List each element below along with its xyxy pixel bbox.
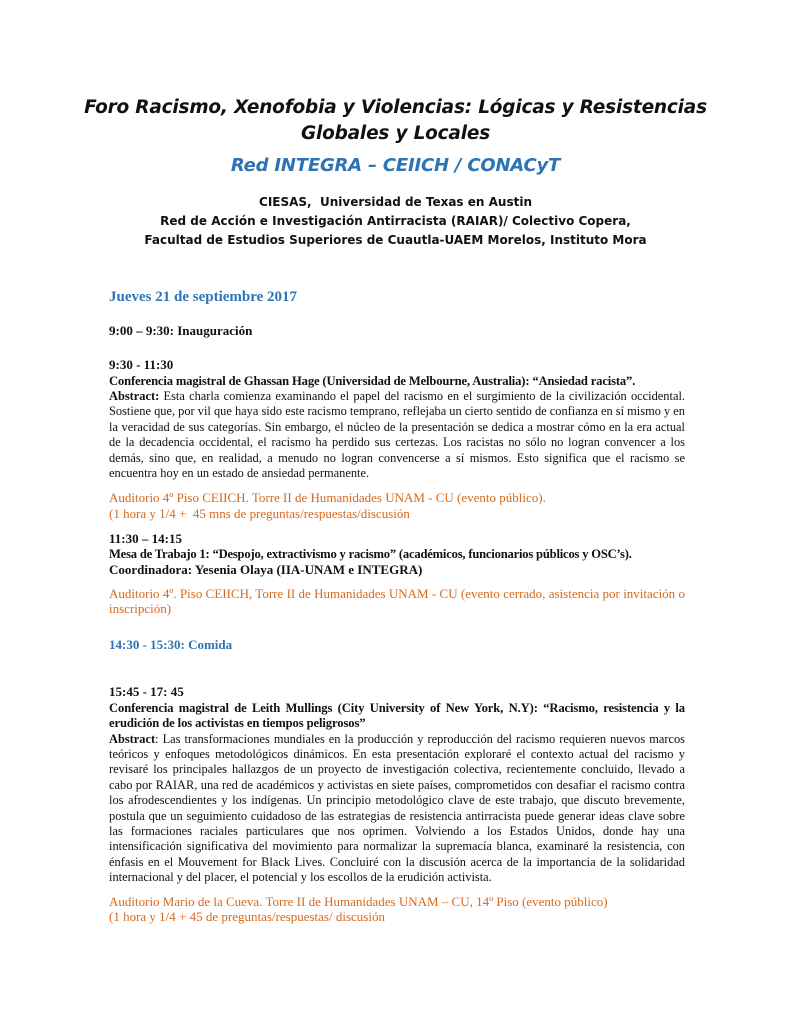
duration-line: (1 hora y 1/4 + 45 de preguntas/respuestas/ discusión: [109, 909, 385, 925]
venue-line: Auditorio 4º. Piso CEIICH, Torre II de Humanidades UNAM - CU (evento cerrado, asistencia por invitación o inscripción): [109, 585, 685, 616]
organizers: [80, 193, 711, 250]
network-subtitle: Red INTEGRA – CEIICH / CONACyT: [230, 155, 561, 176]
session-abstract: [109, 732, 685, 886]
session-inauguration: [109, 323, 685, 339]
session-time: 15:45 - 17: 45: [109, 684, 184, 699]
session-heading: Conferencia magistral de Ghassan Hage (Universidad de Melbourne, Australia): “Ansiedad racista”.: [109, 373, 636, 388]
abstract-text: Esta charla comienza examinando el papel del racismo en el surgimiento de la civilización occidental. Sostiene que, por vil que haya sido este racismo temprano, reflejaba un cierto sentido de confianza en sí mismo y en la veracidad de sus categorías. Sin embargo, el núcleo de la presentación se dedica a mostrar cómo en la era actual de la decadencia occidental, el racismo ha perdido sus certezas. Los racistas no sólo no logran convencer a los demás, sino que, en realidad, a menudo no logran convencerse a sí mismos. Esto significa que el racismo se encuentra hoy en un estado de ansiedad permanente.: [109, 389, 685, 481]
session-time: 14:30 - 15:30: Comida: [109, 637, 233, 652]
session-hage: [109, 357, 685, 521]
abstract-text: : Las transformaciones mundiales en la producción y reproducción del racismo requieren nuevos marcos teóricos y enfoques metodológicos dinámicos. En esta presentación exploraré el contexto actual del racismo y revisaré los principales hallazgos de un proyecto de investigación colectiva, recientemente concluido, llevado a cabo por RAIAR, una red de académicos y activistas en siete países, comprometidos con desafiar el racismo contra los afrodescendientes y los indígenas. Un principio metodológico clave de este trabajo, que discuto brevemente, postula que un seguimiento cuidadoso de las estrategias de resistencia antirracista puede generar ideas clave sobre las formaciones raciales particulares que nos oprimen. Volviendo a los Estados Unidos, donde hay una intensificación significativa del movimiento para normalizar la supremacía blanca, examinaré la resistencia, con énfasis en el Mouvement for Black Lives. Concluiré con la discusión acerca de la importancia de la solidaridad internacional y del placer, el potencial y los escollos de la erudición activista.: [109, 731, 685, 885]
abstract-label: Abstract:: [109, 389, 160, 403]
session-coordinator: Coordinadora: Yesenia Olaya (IIA-UNAM e INTEGRA): [109, 562, 423, 577]
session-time: 9:00 – 9:30: Inauguración: [109, 323, 253, 338]
organizers-line-1: CIESAS, Universidad de Texas en Austin: [259, 195, 532, 209]
venue-line: Auditorio Mario de la Cueva. Torre II de Humanidades UNAM – CU, 14º Piso (evento público): [109, 893, 608, 909]
document-title: [80, 95, 711, 147]
organizers-line-3: Facultad de Estudios Superiores de Cuautla-UAEM Morelos, Instituto Mora: [144, 233, 647, 247]
title-line-1: Foro Racismo, Xenofobia y Violencias: Lógicas y Resistencias: [84, 97, 707, 118]
session-lunch: [109, 637, 685, 653]
abstract-label: Abstract: [109, 731, 156, 746]
organizers-line-2: Red de Acción e Investigación Antirracista (RAIAR)/ Colectivo Copera,: [160, 214, 631, 228]
session-heading: Conferencia magistral de Leith Mullings (City University of New York, N.Y): “Racismo, resistencia y la erudición de los activistas en tiempos peligrosos”: [109, 700, 685, 730]
day-heading: Jueves 21 de septiembre 2017: [109, 289, 298, 305]
session-heading: Mesa de Trabajo 1: “Despojo, extractivismo y racismo” (académicos, funcionarios públicos y OSC’s).: [109, 546, 632, 561]
session-abstract: [109, 389, 685, 481]
venue-line: Auditorio 4º Piso CEIICH. Torre II de Humanidades UNAM - CU (evento público).: [109, 490, 546, 506]
session-time: 9:30 - 11:30: [109, 357, 174, 372]
session-time: 11:30 – 14:15: [109, 531, 182, 546]
duration-line: (1 hora y 1/4 + 45 mns de preguntas/respuestas/discusión: [109, 505, 410, 521]
session-mesa-1: [109, 531, 685, 617]
title-line-2: Globales y Locales: [300, 123, 491, 144]
session-mullings: [109, 684, 685, 925]
